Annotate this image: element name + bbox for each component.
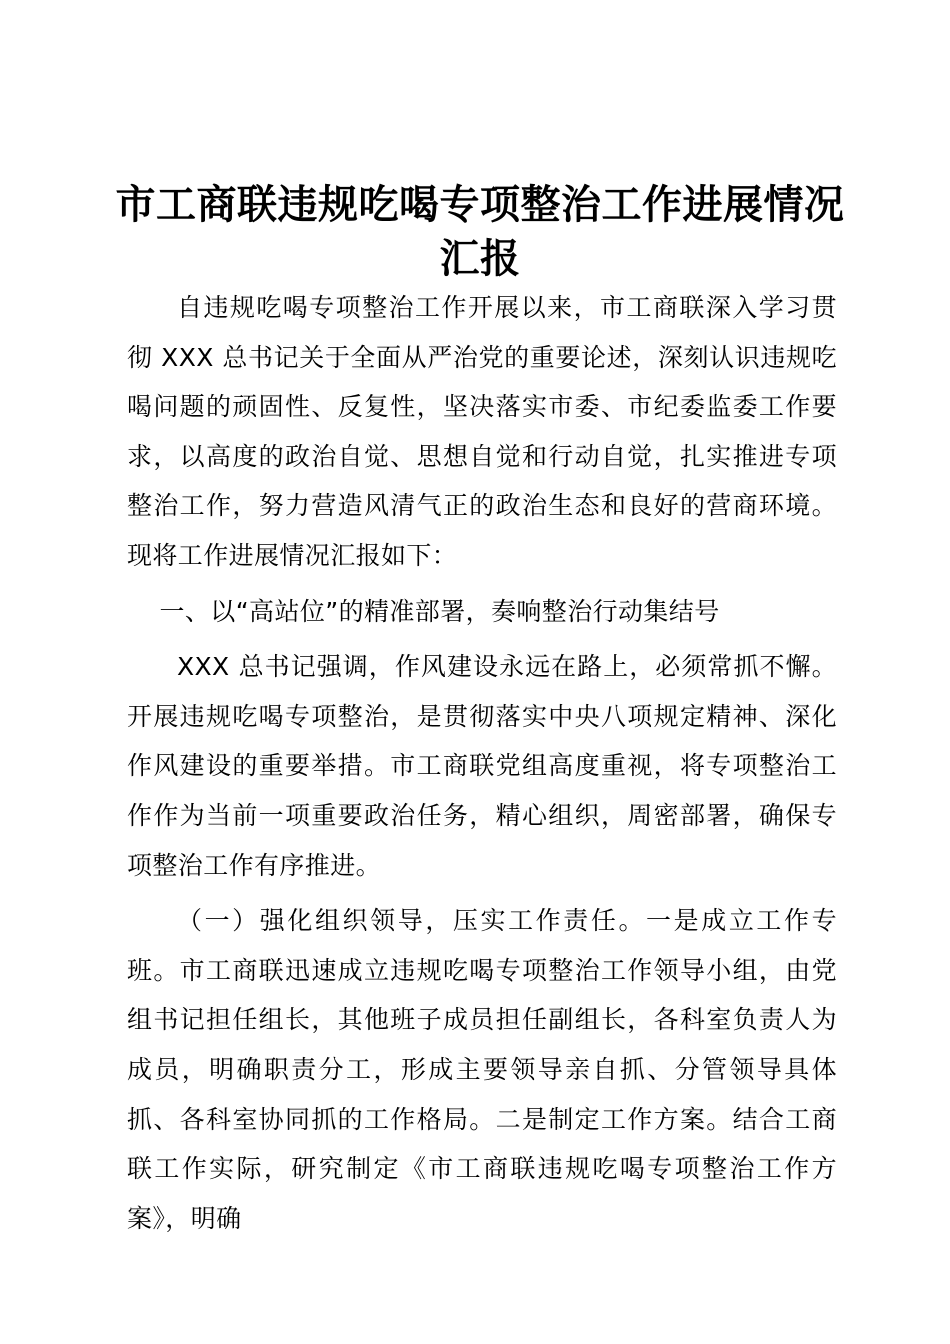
- section-heading: 一、以“高站位”的精准部署，奏响整治行动集结号: [159, 596, 720, 626]
- subsection-paragraph: （一）强化组织领导，压实工作责任。一是成立工作专班。市工商联迅速成立违规吃喝专项整治工作领导小组，由党组书记担任组长，其他班子成员担任副组长，各科室负责人为成员，明确职责分工，形成主要领导亲自抓、分管领导具体抓、各科室协同抓的工作格局。二是制定工作方案。结合工商联工作实际，研究制定《市工商联违规吃喝专项整治工作方案》，明确: [127, 906, 837, 1233]
- section-paragraph: XXX 总书记强调，作风建设永远在路上，必须常抓不懈。开展违规吃喝专项整治，是贯彻落实中央八项规定精神、深化作风建设的重要举措。市工商联党组高度重视，将专项整治工作作为当前一项重要政治任务，精心组织，周密部署，确保专项整治工作有序推进。: [127, 652, 837, 880]
- document-title: 市工商联违规吃喝专项整治工作进展情况汇报: [115, 181, 845, 282]
- document-body: [127, 283, 837, 1243]
- intro-paragraph: 自违规吃喝专项整治工作开展以来，市工商联深入学习贯彻 XXX 总书记关于全面从严治党的重要论述，深刻认识违规吃喝问题的顽固性、反复性，坚决落实市委、市纪委监委工作要求，以高度的政治自觉、思想自觉和行动自觉，扎实推进专项整治工作，努力营造风清气正的政治生态和良好的营商环境。现将工作进展情况汇报如下：: [127, 293, 837, 570]
